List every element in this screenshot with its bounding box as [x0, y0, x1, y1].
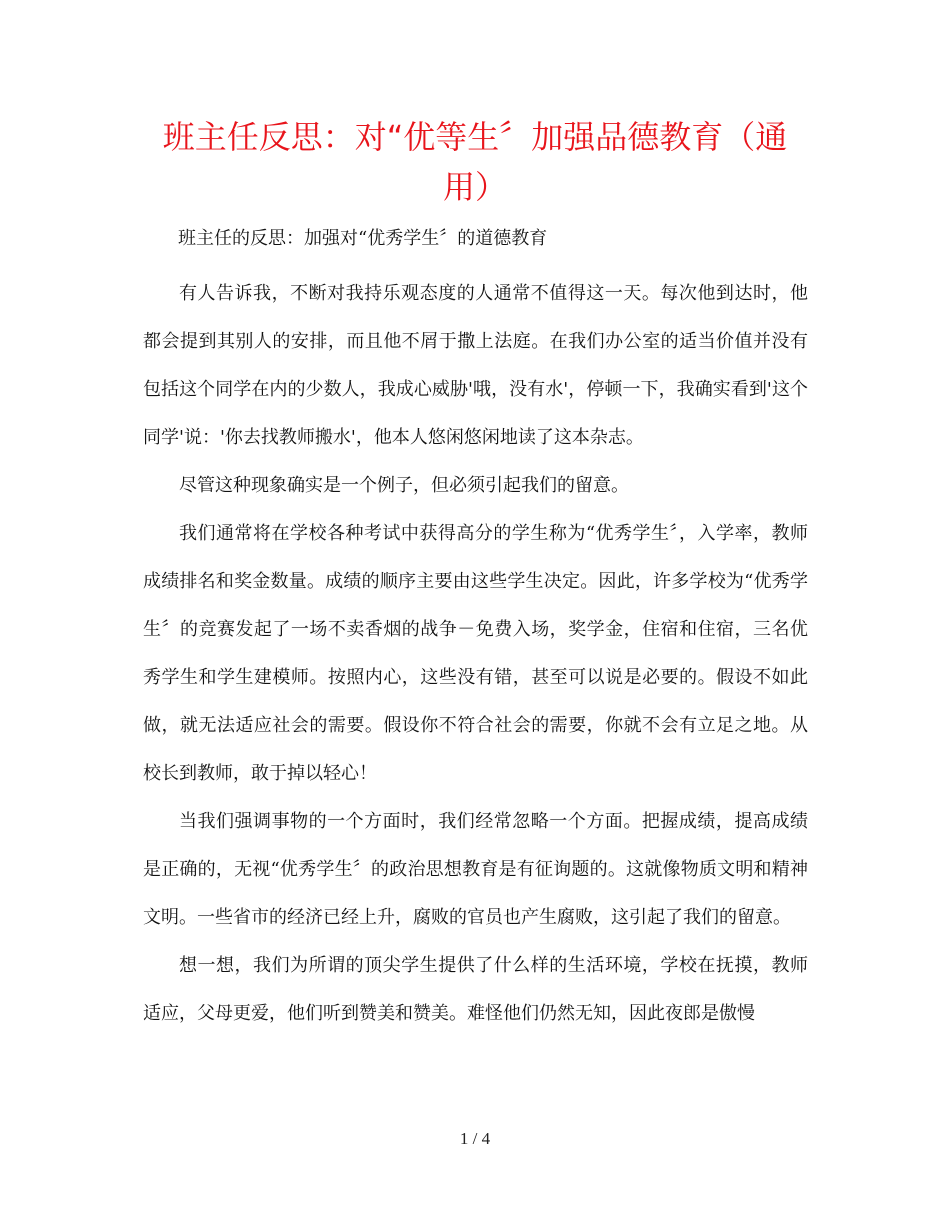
paragraph-3: 我们通常将在学校各种考试中获得高分的学生称为“优秀学生〞，入学率，教师成绩排名和奖金数量。成绩的顺序主要由这些学生决定。因此，许多学校为“优秀学生〞的竞赛发起了一场不卖香烟的战争－免费入场，奖学金，住宿和住宿，三名优秀学生和学生建模师。按照内心，这些没有错，甚至可以说是必要的。假设不如此做，就无法适应社会的需要。假设你不符合社会的需要，你就不会有立足之地。从校长到教师，敢于掉以轻心！ [143, 523, 808, 784]
document-title: 班主任反思：对“优等生〞加强品德教育（通用） [162, 118, 788, 206]
paragraph-5: 想一想，我们为所谓的顶尖学生提供了什么样的生活环境，学校在抚摸，教师适应，父母更爱，他们听到赞美和赞美。难怪他们仍然无知，因此夜郎是傲慢 [143, 955, 808, 1024]
document-body [143, 270, 808, 1090]
paragraph-4: 当我们强调事物的一个方面时，我们经常忽略一个方面。把握成绩，提高成绩是正确的，无视“优秀学生〞的政治思想教育是有征询题的。这就像物质文明和精神文明。一些省市的经济已经上升，腐败的官员也产生腐败，这引起了我们的留意。 [143, 811, 808, 928]
paragraph-2: 尽管这种现象确实是一个例子，但必须引起我们的留意。 [179, 475, 629, 496]
paragraph-1: 有人告诉我，不断对我持乐观态度的人通常不值得这一天。每次他到达时，他都会提到其别人的安排，而且他不屑于撒上法庭。在我们办公室的适当价值并没有包括这个同学在内的少数人，我成心威胁'哦，没有水'，停顿一下，我确实看到'这个同学'说：'你去找教师搬水'，他本人悠闲悠闲地读了这本杂志。 [143, 283, 808, 448]
document-subtitle: 班主任的反思：加强对“优秀学生〞的道德教育 [178, 228, 548, 249]
page-number: 1 / 4 [459, 1129, 491, 1148]
